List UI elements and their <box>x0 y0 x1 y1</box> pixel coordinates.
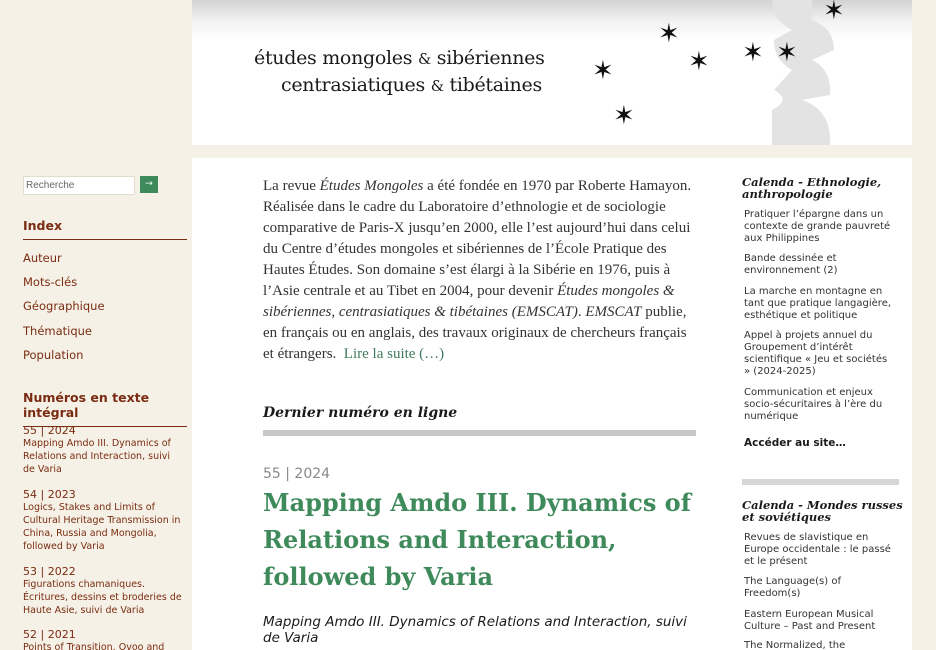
calenda-item-link[interactable]: The Normalized, the <box>744 640 846 650</box>
latest-issue-subtitle: Mapping Amdo III. Dynamics of Relations and Interaction, suivi de Varia <box>263 614 687 646</box>
calenda-item-link[interactable]: The Language(s) of Freedom(s) <box>744 576 841 599</box>
star-icon: ✶ <box>613 101 635 131</box>
index-link-mots-cles[interactable]: Mots-clés <box>23 275 78 289</box>
issue-number-link[interactable]: 53 | 2022 <box>23 565 76 578</box>
latest-issue-heading: Dernier numéro en ligne <box>263 405 458 421</box>
site-banner[interactable] <box>192 0 912 145</box>
calenda-item-link[interactable]: Pratiquer l’épargne dans un contexte de grande pauvreté aux Philippines <box>744 209 891 244</box>
issue-title-link[interactable]: Points of Transition. Ovoo and <box>23 642 165 650</box>
journal-description: La revue Études Mongoles a été fondée en 1970 par Roberte Hamayon. Réalisée dans le cadre du Laboratoire d’ethnologie et de sociologie comparative de Paris-X jusqu’en 2000, elle l’est aujourd’hui dans celui du Centre d’études mongoles et sibériennes de l’École Pratique des Hautes Études. Son domaine s’est élargi à la Sibérie en 1976, puis à l’Asie centrale et au Tibet en 2004, pour devenir Études mongoles & sibériennes, centrasiatiques & tibétaines (EMSCAT). EMSCAT publie, en français ou en anglais, des travaux originaux de chercheurs français et étrangers. Lire la suite (…) <box>263 178 692 362</box>
calenda-item-link[interactable]: La marche en montagne en tant que pratique langagière, esthétique et politique <box>744 286 892 321</box>
search-submit-button[interactable]: → <box>140 176 158 193</box>
search-input[interactable]: Recherche <box>23 176 135 195</box>
star-icon: ✶ <box>592 56 614 86</box>
issue-number-link[interactable]: 52 | 2021 <box>23 628 76 641</box>
read-more-link[interactable]: Lire la suite (…) <box>343 346 445 362</box>
issues-heading: Numéros en texte intégral <box>23 390 187 427</box>
index-link-thematique[interactable]: Thématique <box>23 324 93 338</box>
issue-title-link[interactable]: Figurations chamaniques. Écritures, dessins et broderies de Haute Asie, suivi de Varia <box>23 579 182 616</box>
index-link-geographique[interactable]: Géographique <box>23 299 105 313</box>
issue-number-link[interactable]: 55 | 2024 <box>23 424 76 437</box>
index-link-population[interactable]: Population <box>23 348 84 362</box>
calenda-item-link[interactable]: Bande dessinée et environnement (2) <box>744 253 838 276</box>
star-icon: ✶ <box>742 38 764 68</box>
calenda-item-link[interactable]: Revues de slavistique en Europe occidentale : le passé et le présent <box>744 532 891 567</box>
calenda-item-link[interactable]: Communication et enjeux socio-sécuritaires à l’ère du numérique <box>744 387 883 422</box>
calenda-ethnologie-heading[interactable]: Calenda - Ethnologie, anthropologie <box>742 175 882 201</box>
star-icon: ✶ <box>688 47 710 77</box>
star-icon: ✶ <box>776 38 798 68</box>
calenda-mondes-russes-heading[interactable]: Calenda - Mondes russes et soviétiques <box>742 498 903 524</box>
issue-number-link[interactable]: 54 | 2023 <box>23 488 76 501</box>
issue-title-link[interactable]: Logics, Stakes and Limits of Cultural Heritage Transmission in China, Russia and Mongolia, followed by Varia <box>23 502 181 552</box>
star-icon: ✶ <box>823 0 845 26</box>
latest-issue-title-link[interactable]: Mapping Amdo III. Dynamics of Relations and Interaction, followed by Varia <box>263 488 692 591</box>
site-title-line2: centrasiatiques & tibétaines <box>281 74 542 96</box>
divider <box>742 479 899 485</box>
star-icon: ✶ <box>658 19 680 49</box>
index-heading: Index <box>23 218 187 240</box>
latest-issue-number: 55 | 2024 <box>263 466 331 482</box>
calenda-item-link[interactable]: Appel à projets annuel du Groupement d’intérêt scientifique « Jeu et sociétés » (2024-2025) <box>744 330 888 377</box>
calenda-access-site-link[interactable]: Accéder au site… <box>744 437 846 449</box>
site-title-line1: études mongoles & sibériennes <box>254 47 545 69</box>
divider <box>263 430 696 436</box>
calenda-item-link[interactable]: Eastern European Musical Culture – Past and Present <box>744 609 876 632</box>
issue-title-link[interactable]: Mapping Amdo III. Dynamics of Relations and Interaction, suivi de Varia <box>23 438 171 475</box>
index-link-auteur[interactable]: Auteur <box>23 251 62 265</box>
